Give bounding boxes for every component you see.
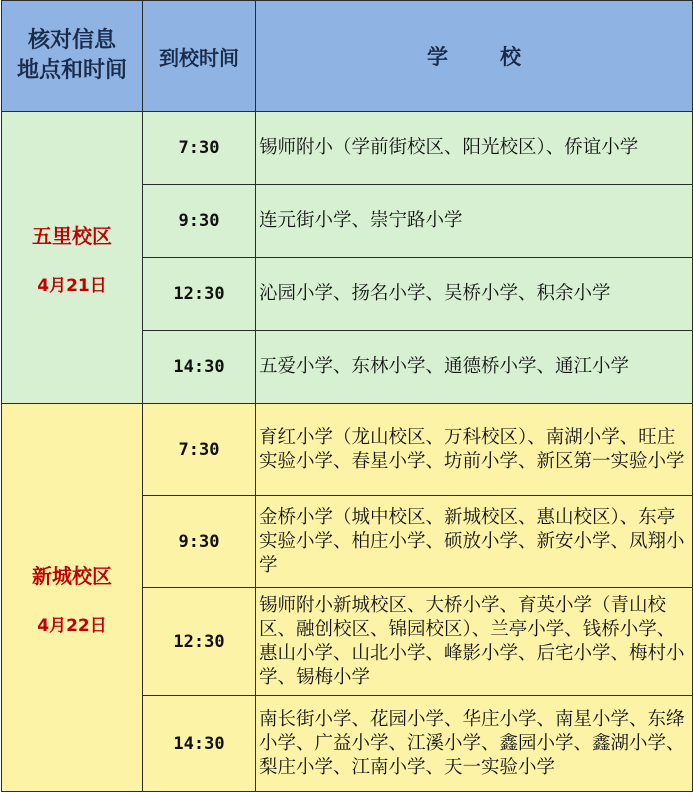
arrival-time: 12:30 [143, 258, 256, 331]
school-list: 金桥小学（城中校区、新城校区、惠山校区）、东亭实验小学、柏庄小学、硕放小学、新安小学、凤翔小学 [256, 496, 693, 588]
table-row [2, 404, 693, 496]
campus-name: 五里校区 [32, 223, 112, 248]
school-list: 五爱小学、东林小学、通德桥小学、通江小学 [256, 331, 693, 404]
table-row [2, 112, 693, 185]
campus-name: 新城校区 [32, 563, 112, 588]
arrival-time: 12:30 [143, 588, 256, 696]
arrival-time: 14:30 [143, 696, 256, 792]
campus-cell-wuli [2, 112, 143, 404]
school-list: 连元街小学、崇宁路小学 [256, 185, 693, 258]
arrival-time: 9:30 [143, 496, 256, 588]
arrival-time: 14:30 [143, 331, 256, 404]
school-list: 沁园小学、扬名小学、吴桥小学、积余小学 [256, 258, 693, 331]
school-list: 锡师附小新城校区、大桥小学、育英小学（青山校区、融创校区、锦园校区）、兰亭小学、钱桥小学、惠山小学、山北小学、峰影小学、后宅小学、梅村小学、锡梅小学 [256, 588, 693, 696]
school-list: 锡师附小（学前街校区、阳光校区）、侨谊小学 [256, 112, 693, 185]
campus-date: 4月21日 [37, 275, 107, 296]
header-location-time-line2: 地点和时间 [16, 58, 127, 83]
header-row [2, 1, 693, 112]
header-location-time-line1: 核对信息 [27, 28, 116, 53]
school-list: 育红小学（龙山校区、万科校区）、南湖小学、旺庄实验小学、春星小学、坊前小学、新区第一实验小学 [256, 404, 693, 496]
arrival-time: 7:30 [143, 112, 256, 185]
arrival-time: 7:30 [143, 404, 256, 496]
header-location-time [2, 1, 143, 112]
schedule-table [1, 0, 693, 792]
arrival-time: 9:30 [143, 185, 256, 258]
campus-date: 4月22日 [37, 615, 107, 636]
header-school: 学校 [256, 1, 693, 112]
school-list: 南长街小学、花园小学、华庄小学、南星小学、东绛小学、广益小学、江溪小学、鑫园小学、鑫湖小学、梨庄小学、江南小学、天一实验小学 [256, 696, 693, 792]
campus-cell-xincheng [2, 404, 143, 792]
header-arrival-time: 到校时间 [143, 1, 256, 112]
